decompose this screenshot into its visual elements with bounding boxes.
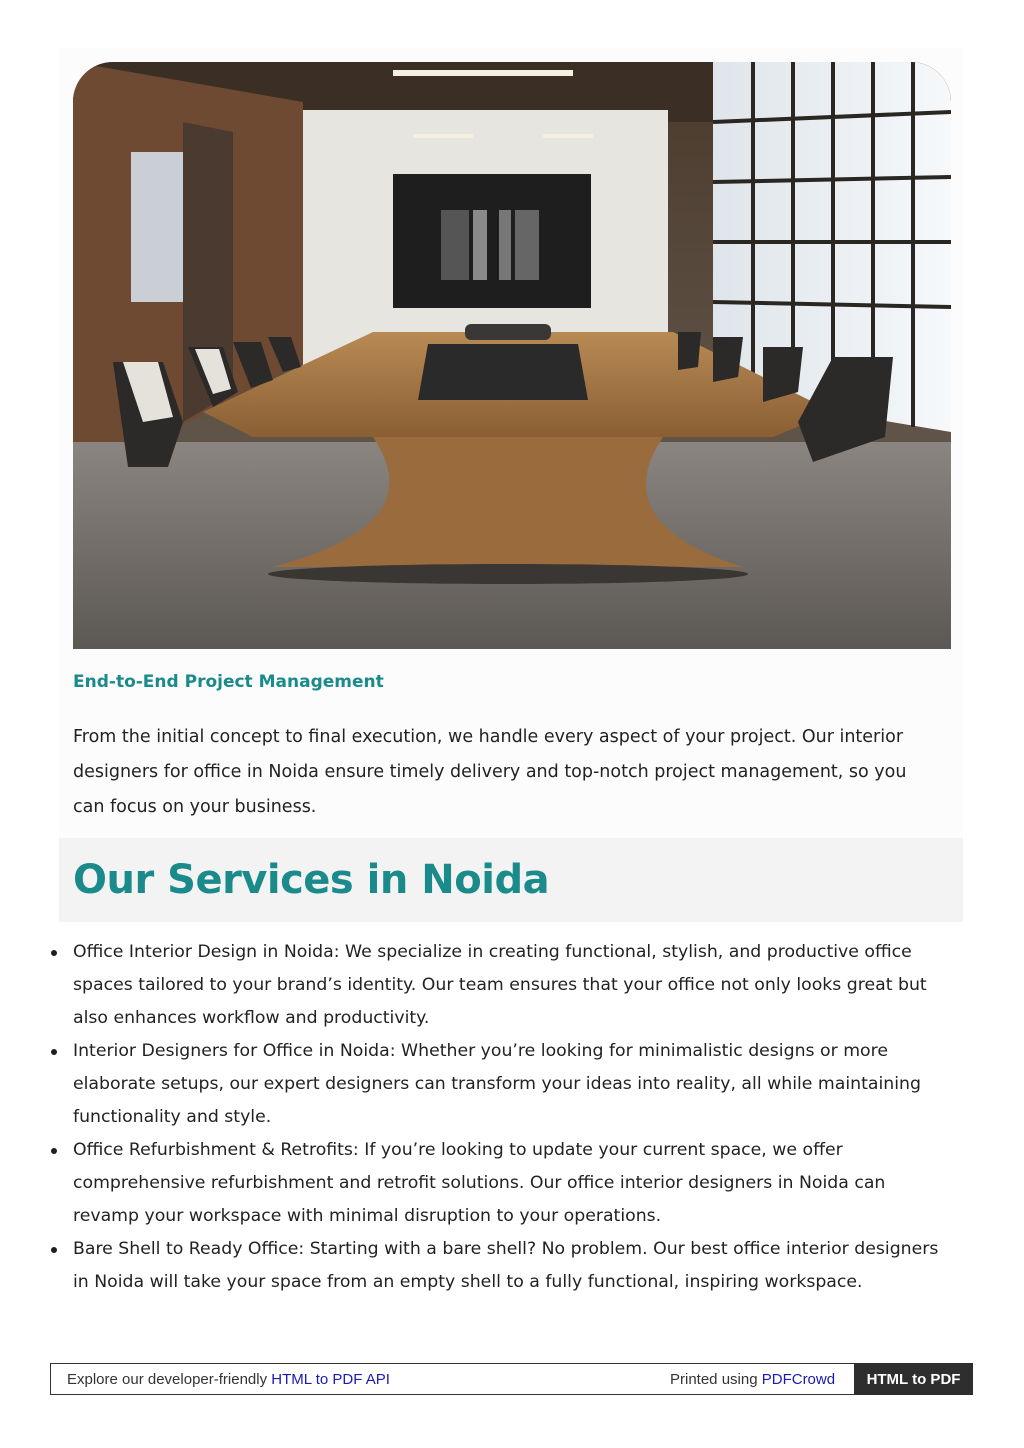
card-heading: End-to-End Project Management [73, 672, 384, 692]
bullet-icon [51, 1148, 57, 1154]
list-item [73, 936, 953, 1035]
bullet-icon [51, 1247, 57, 1253]
list-item-text: Interior Designers for Office in Noida: Whether you’re looking for minimalistic designs or more elaborate setups, our expert designers can transform your ideas into reality, all while maintaining functionality and style. [73, 1041, 921, 1127]
list-item [73, 1134, 953, 1233]
list-item [73, 1035, 953, 1134]
html-to-pdf-button[interactable]: HTML to PDF [854, 1363, 973, 1395]
list-item-text: Office Interior Design in Noida: We specialize in creating functional, stylish, and productive office spaces tailored to your brand’s identity. Our team ensures that your office not only looks great but also enhances workflow and productivity. [73, 942, 927, 1028]
html-to-pdf-api-link[interactable]: HTML to PDF API [271, 1371, 390, 1388]
footer-promo [67, 1371, 390, 1388]
pdfcrowd-link[interactable]: PDFCrowd [761, 1371, 836, 1388]
list-item-text: Office Refurbishment & Retrofits: If you’re looking to update your current space, we offer comprehensive refurbishment and retrofit solutions. Our office interior designers in Noida can revamp your workspace with minimal disruption to your operations. [73, 1140, 886, 1226]
list-item-text: Bare Shell to Ready Office: Starting with a bare shell? No problem. Our best office interior designers in Noida will take your space from an empty shell to a fully functional, inspiring workspace. [73, 1239, 939, 1292]
services-list [73, 936, 953, 1299]
list-item [73, 1233, 953, 1299]
footer-printed-text: Printed using [670, 1371, 762, 1388]
footer-promo-text: Explore our developer-friendly [67, 1371, 272, 1388]
footer-printed-using [670, 1371, 835, 1388]
bullet-icon [51, 1049, 57, 1055]
conference-room-image [73, 62, 951, 649]
card-description: From the initial concept to final execution, we handle every aspect of your project. Our interior designers for office in Noida ensure timely delivery and top-notch project management, so you can focus on your business. [73, 727, 907, 817]
services-title: Our Services in Noida [73, 857, 550, 903]
pdfcrowd-footer [50, 1363, 973, 1395]
bullet-icon [51, 950, 57, 956]
conference-room-illustration [73, 62, 951, 649]
